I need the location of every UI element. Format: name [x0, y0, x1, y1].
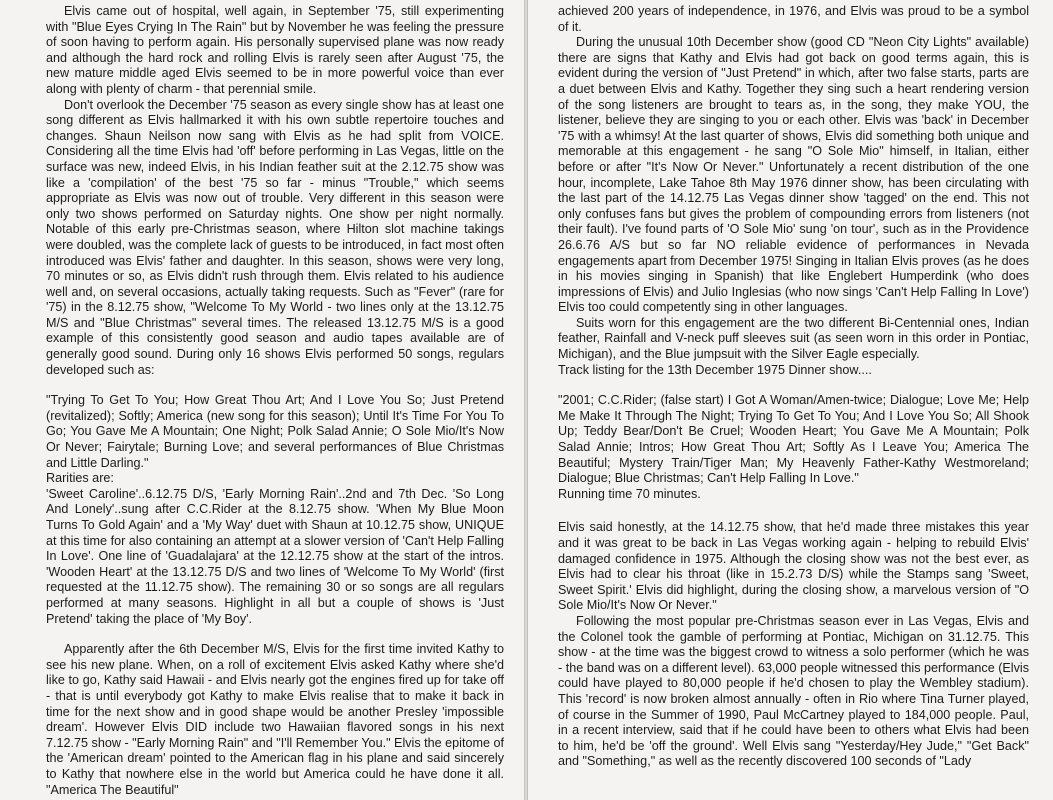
paragraph-hospital: Elvis came out of hospital, well again, in September '75, still experimenting with "Blue Eyes Crying In The Rain" but by November he was feeling the pressure of soon having to perform again. His personally supervised plane was now ready and although the hard rock and rolling Elvis is rarely seen after August '75, the new mature middle aged Elvis seemed to be in more powerful voice than ever along with plenty of charm - that perennial smile.: [46, 4, 504, 96]
paragraph-plane-kathy: Apparently after the 6th December M/S, Elvis for the first time invited Kathy to see his new plane. When, on a roll of excitement Elvis asked Kathy where she'd like to go, Kathy said Hawaii - and Elvis nearly got the engines fired up for take off - that is until everybody got Kathy to make Elvis realise that to make it back in time for the next show and in good shape would be another Presley 'impossible dream'. However Elvis DID include two Hawaiian flavored songs in his next 7.12.75 show - "Early Morning Rain" and "I'll Remember You." Elvis the epitome of the 'American dream' pointed to the American flag in his plane and said sincerely to Kathy that nowhere else in the world but America could he have done it all. "America The Beautiful": [46, 642, 504, 797]
paragraph-rarities-heading: Rarities are:: [46, 471, 114, 486]
paragraph-independence: achieved 200 years of independence, in 1976, and Elvis was proud to be a symbol of it.: [558, 4, 1029, 34]
paragraph-regulars-list: "Trying To Get To You; How Great Thou Art; And I Love You So; Just Pretend (revitalized); Softly; America (new song for this season); Until It's Time For You To Go; You Gave Me A Mountain; One Night; Polk Salad Annie; O Sole Mio/It's Now Or Never; Fairytale; Burning Love; and several performances of Blue Christmas and Little Darling.": [46, 393, 504, 470]
paragraph-december-season: Don't overlook the December '75 season as every single show has at least one song different as Elvis hallmarked it with his own subtle repertoire touches and changes. Shaun Neilson now sang with Elvis as he had split from VOICE. Considering all the time Elvis had 'off' before performing in Las Vegas, little on the surface was new, indeed Elvis, in his Indian feather suit at the 2.12.75 show was like a 'compilation' of the best '75 so far - minus "Trouble," which seems appropriate as Elvis was now out of trouble. Very different in this season were only two shows performed on Saturday nights. One show per night normally. Notable of this early pre-Christmas season, where Hilton slot machine takings were doubled, was the complete lack of guests to be introduced, in fact most often introduced was Elvis' father and daughter. In this season, shows were very long, 70 minutes or so, as Elvis didn't rush through them. Elvis related to his audience well and, on several occasions, actually taking requests. Such as "Fever" (rare for '75) in the 8.12.75 show, "Welcome To My World - two lines only at the 13.12.75 M/S and "Blue Christmas" several times. The released 13.12.75 M/S is a good example of this consistently good season and audio tapes available are of generally good sound. During only 16 shows Elvis performed 50 songs, regulars developed such as:: [46, 97, 504, 377]
paragraph-rarities: 'Sweet Caroline'..6.12.75 D/S, 'Early Morning Rain'..2nd and 7th Dec. 'So Long And Lonely'..sung after C.C.Rider at the 8.12.75 show. 'When My Blue Moon Turns To Gold Again' and a 'My Way' duet with Shaun at 10.12.75 show, UNIQUE at this time for also containing an attempt at a slower version of 'Can't Help Falling In Love'. One line of 'Guadalajara' at the 12.12.75 show at the start of the intros. 'Wooden Heart' at the 13.12.75 D/S and two lines of 'Welcome To My World' (first requested at the 11.12.75 show). The remaining 30 or so songs are all regulars performed at many seasons. Highlight in all but a couple of shows is 'Just Pretend' taking the place of 'My Boy'.: [46, 486, 504, 626]
paragraph-track-listing: "2001; C.C.Rider; (false start) I Got A Woman/Amen-twice; Dialogue; Love Me; Help Me Make It Through The Night; Trying To Get To You; And I Love You So; All Shook Up; Teddy Bear/Don't Be Cruel; Wooden Heart; You Gave Me A Mountain; Polk Salad Annie; Intros; How Great Thou Art; Softly As I Leave You; America The Beautiful; Mystery Train/Tiger Man; My Heavenly Father-Kathy Westmoreland; Dialogue; Blue Christmas; Can't Help Falling In Love.": [558, 393, 1029, 486]
paragraph-pontiac: Following the most popular pre-Christmas season ever in Las Vegas, Elvis and the Colonel took the gamble of performing at Pontiac, Michigan on 31.12.75. This show - at the time was the biggest crowd to witness a solo performer (which he was - the band was on a different level). 63,000 people witnessed this performance (Elvis could have played to 80,000 people if he'd chosen to play the Wembley stadium). This 'record' is now broken almost annually - often in Rio where Tina Turner played, of course in the Summer of 1990, Paul McCartney played to 184,000 people. Paul, in a recent interview, said that if he could have been to others what Elvis had been to him, he'd be 'off the ground'. Well Elvis sang "Yesterday/Hey Jude," "Get Back" and "Something," as well as the recently discovered 100 seconds of "Lady: [558, 613, 1029, 769]
paragraph-tenth-december: During the unusual 10th December show (good CD "Neon City Lights" available) there are signs that Kathy and Elvis had got back on good terms again, this is evident during the version of "Just Pretend" in which, after two false starts, parts are a duet between Elvis and Kathy. Together they sing such a heart rendering version of the song listeners are brought to tears as, in the song, they make YOU, the listener, believe they are singing to you or each other. Elvis was 'back' in December '75 with a whimsy! At the last quarter of shows, Elvis did something both unique and memorable at this engagement - he sang "O Sole Mio" himself, in Italian, either before or after "It's Now Or Never." Unfortunately a recent distribution of the one hour, incomplete, Lake Tahoe 8th May 1976 dinner show, has been circulating with the last part of the 14.12.75 Las Vegas dinner show 'tagged' on the end. This not only confuses fans but gives the problem of compounding errors from listeners (not their fault). I've found parts of 'O Sole Mio' sung 'on tour', such as in the Providence 26.6.76 A/S but so far NO reliable evidence of performances in Nevada engagements apart from December 1975! Singing in Italian Elvis proves (as he does in his movies singing in Spanish) that like Englebert Humperdink (who does impressions of Elvis) and Julio Inglesias (who now sings 'Can't Help Falling In Love') Elvis too could competently sing in other languages.: [558, 35, 1029, 315]
paragraph-suits: Suits worn for this engagement are the two different Bi-Centennial ones, Indian feather, Rainfall and V-neck puff sleeves suit (as seen worn in this order in Pontiac, Michigan), and the Blue jumpsuit with the Silver Eagle especially.: [558, 315, 1029, 362]
right-page: [528, 0, 1053, 800]
paragraph-track-listing-heading: Track listing for the 13th December 1975 Dinner show....: [558, 362, 872, 377]
paragraph-fourteenth-december: Elvis said honestly, at the 14.12.75 show, that he'd made three mistakes this year and it was great to be back in Las Vegas working again - helping to rebuild Elvis' damaged confidence in 1975. Although the closing show was not the best ever, as Elvis had to clear his throat (like in 15.2.73 D/S) while the Stamps sang 'Sweet, Sweet Spirit.' Elvis did highlight, during the closing show, a marvelous version of "O Sole Mio/It's Now Or Never.": [558, 520, 1029, 613]
left-page: [0, 0, 524, 800]
paragraph-running-time: Running time 70 minutes.: [558, 486, 701, 501]
